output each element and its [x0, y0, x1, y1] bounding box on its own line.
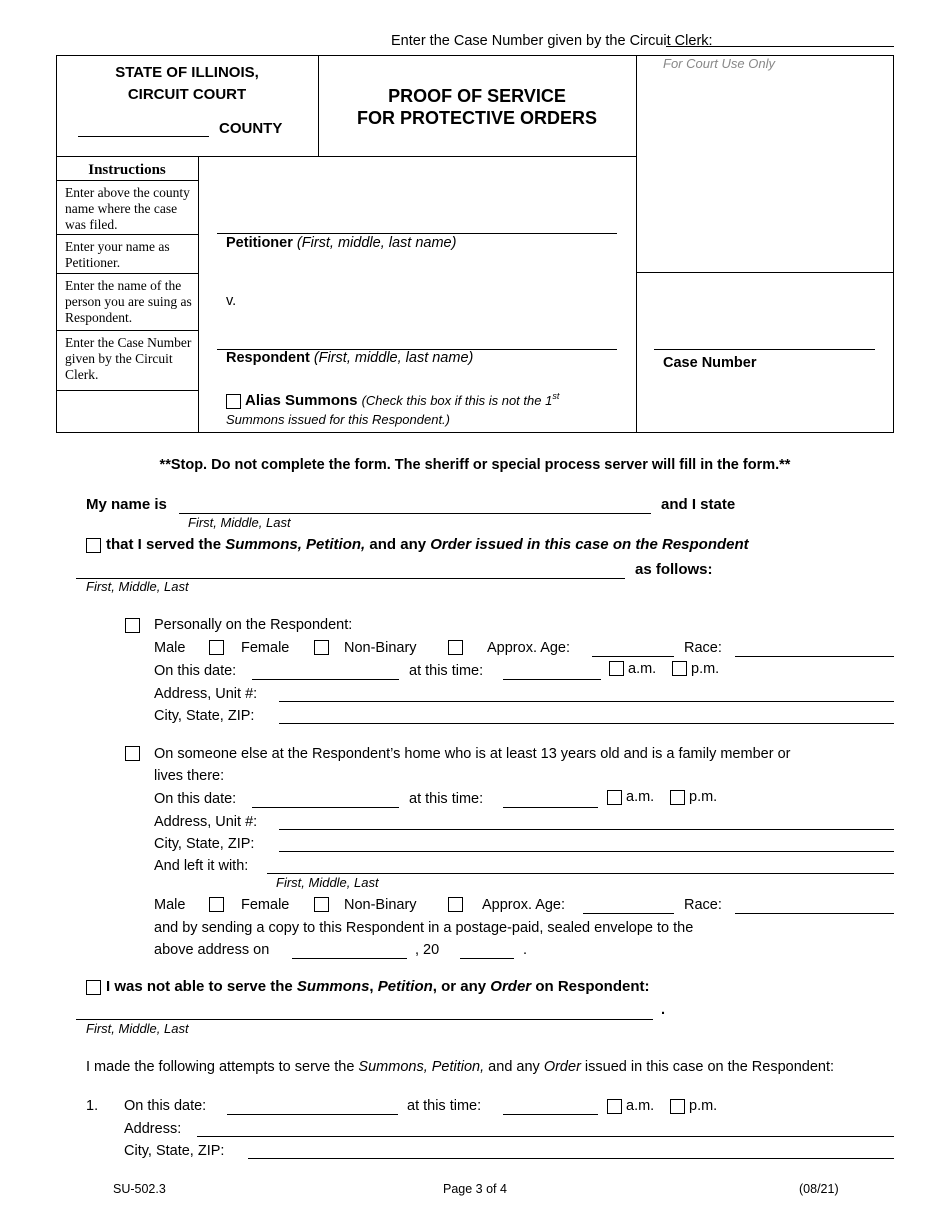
personal-address-label: Address, Unit #:	[154, 686, 258, 702]
my-name-is-label: My name is	[86, 496, 167, 513]
personal-city-field[interactable]	[279, 723, 894, 724]
personal-date-label: On this date:	[154, 663, 237, 679]
as-follows-label: as follows:	[635, 561, 713, 578]
petitioner-label: Petitioner (First, middle, last name)	[226, 235, 457, 251]
and-i-state-label: and I state	[661, 496, 736, 513]
substitute-male-checkbox[interactable]	[209, 897, 224, 912]
county-field[interactable]	[78, 136, 209, 137]
substitute-pm-checkbox[interactable]	[670, 790, 685, 805]
not-served-period: .	[661, 1002, 666, 1018]
personal-pm-checkbox[interactable]	[672, 661, 687, 676]
substitute-address-label: Address, Unit #:	[154, 814, 258, 830]
substitute-city-field[interactable]	[279, 851, 894, 852]
mailing-date-field[interactable]	[292, 958, 407, 959]
personal-race-field[interactable]	[735, 656, 894, 657]
mailing-year-prefix: , 20	[415, 942, 440, 958]
attempt-1-time-label: at this time:	[407, 1098, 482, 1114]
personal-address-field[interactable]	[279, 701, 894, 702]
petitioner-name-field[interactable]	[217, 233, 617, 234]
alias-summons-hint: Summons issued for this Respondent.)	[226, 412, 450, 427]
substitute-female-label: Female	[241, 897, 290, 913]
substitute-am-checkbox[interactable]	[607, 790, 622, 805]
personal-time-label: at this time:	[409, 663, 484, 679]
personal-race-label: Race:	[684, 640, 722, 656]
not-served-respondent-field[interactable]	[76, 1019, 653, 1020]
personal-pm-label: p.m.	[691, 661, 720, 677]
mailing-statement: and by sending a copy to this Respondent in a postage-paid, sealed envelope to the	[154, 920, 694, 936]
instruction-petitioner: Enter your name as Petitioner.	[65, 239, 170, 270]
substitute-time-label: at this time:	[409, 791, 484, 807]
instruction-county: Enter above the county name where the case was filed.	[65, 185, 190, 232]
personal-nonbinary-checkbox[interactable]	[448, 640, 463, 655]
attempt-1-address-label: Address:	[124, 1121, 182, 1137]
served-statement: that I served the Summons, Petition, and any Order issued in this case on the Respondent	[106, 536, 749, 553]
mailing-year-field[interactable]	[460, 958, 514, 959]
substitute-nonbinary-label: Non-Binary	[344, 897, 417, 913]
left-with-label: And left it with:	[154, 858, 249, 874]
substitute-date-field[interactable]	[252, 807, 399, 808]
personal-female-label: Female	[241, 640, 290, 656]
substitute-address-field[interactable]	[279, 829, 894, 830]
substitute-age-label: Approx. Age:	[482, 897, 566, 913]
substitute-am-label: a.m.	[626, 789, 655, 805]
attempt-1-date-label: On this date:	[124, 1098, 207, 1114]
substitute-male-label: Male	[154, 897, 186, 913]
personal-age-label: Approx. Age:	[487, 640, 571, 656]
case-number-prompt: Enter the Case Number given by the Circuit Clerk:	[391, 33, 713, 49]
not-served-statement: I was not able to serve the Summons, Petition, or any Order on Respondent:	[106, 978, 650, 995]
served-checkbox[interactable]	[86, 538, 101, 553]
attempt-1-address-field[interactable]	[197, 1136, 894, 1137]
attempt-1-pm-checkbox[interactable]	[670, 1099, 685, 1114]
substitute-nonbinary-checkbox[interactable]	[448, 897, 463, 912]
alias-summons-label: Alias Summons (Check this box if this is not the 1st	[245, 391, 560, 409]
not-served-respondent-hint: First, Middle, Last	[86, 1021, 189, 1036]
personal-age-field[interactable]	[592, 656, 674, 657]
substitute-age-field[interactable]	[583, 913, 674, 914]
instructions-heading: Instructions	[88, 162, 166, 178]
instruction-respondent: Enter the name of the person you are suing as Respondent.	[65, 278, 192, 325]
personal-am-checkbox[interactable]	[609, 661, 624, 676]
left-with-field[interactable]	[267, 873, 894, 874]
personal-service-checkbox[interactable]	[125, 618, 140, 633]
substitute-service-checkbox[interactable]	[125, 746, 140, 761]
attempt-1-city-field[interactable]	[248, 1158, 894, 1159]
attempt-1-am-checkbox[interactable]	[607, 1099, 622, 1114]
left-with-hint: First, Middle, Last	[276, 875, 379, 890]
form-id: SU-502.3	[113, 1182, 166, 1196]
substitute-time-field[interactable]	[503, 807, 598, 808]
court-use-only-label: For Court Use Only	[663, 56, 775, 71]
substitute-race-field[interactable]	[735, 913, 894, 914]
header-case-number-field[interactable]	[666, 46, 894, 47]
not-served-checkbox[interactable]	[86, 980, 101, 995]
attempt-1-pm-label: p.m.	[689, 1098, 718, 1114]
attempt-1-am-label: a.m.	[626, 1098, 655, 1114]
case-number-field[interactable]	[654, 349, 875, 350]
personal-city-label: City, State, ZIP:	[154, 708, 255, 724]
stop-notice: **Stop. Do not complete the form. The sheriff or special process server will fill in the form.**	[159, 457, 791, 473]
court-heading: STATE OF ILLINOIS, CIRCUIT COURT	[115, 64, 259, 103]
form-title: PROOF OF SERVICE FOR PROTECTIVE ORDERS	[356, 86, 598, 128]
respondent-label: Respondent (First, middle, last name)	[226, 350, 474, 366]
substitute-female-checkbox[interactable]	[314, 897, 329, 912]
mailing-period: .	[523, 942, 528, 958]
personal-male-checkbox[interactable]	[209, 640, 224, 655]
substitute-pm-label: p.m.	[689, 789, 718, 805]
personal-date-field[interactable]	[252, 679, 399, 680]
server-name-hint: First, Middle, Last	[188, 515, 291, 530]
attempts-statement: I made the following attempts to serve the Summons, Petition, and any Order issued in this case on the Respondent:	[86, 1059, 835, 1075]
personal-nonbinary-label: Non-Binary	[344, 640, 417, 656]
server-name-field[interactable]	[179, 513, 651, 514]
substitute-city-label: City, State, ZIP:	[154, 836, 255, 852]
attempt-1-time-field[interactable]	[503, 1114, 598, 1115]
substitute-date-label: On this date:	[154, 791, 237, 807]
instruction-case-number: Enter the Case Number given by the Circuit Clerk.	[65, 335, 192, 382]
personal-female-checkbox[interactable]	[314, 640, 329, 655]
case-number-label: Case Number	[663, 355, 757, 371]
substitute-service-title: On someone else at the Respondent’s home who is at least 13 years old and is a family member or	[154, 746, 791, 762]
personal-time-field[interactable]	[503, 679, 601, 680]
attempt-1-city-label: City, State, ZIP:	[124, 1143, 225, 1159]
county-label: COUNTY	[219, 120, 283, 137]
page-number: Page 3 of 4	[443, 1182, 507, 1196]
attempt-1-number: 1.	[86, 1098, 99, 1114]
personal-service-title: Personally on the Respondent:	[154, 617, 353, 633]
versus-label: v.	[226, 293, 237, 309]
attempt-1-date-field[interactable]	[227, 1114, 398, 1115]
served-respondent-hint: First, Middle, Last	[86, 579, 189, 594]
personal-male-label: Male	[154, 640, 186, 656]
form-revision: (08/21)	[799, 1182, 839, 1196]
mailing-date-label: above address on	[154, 942, 270, 958]
substitute-race-label: Race:	[684, 897, 722, 913]
substitute-service-title-cont: lives there:	[154, 768, 225, 784]
alias-summons-checkbox[interactable]	[226, 394, 241, 409]
personal-am-label: a.m.	[628, 661, 657, 677]
